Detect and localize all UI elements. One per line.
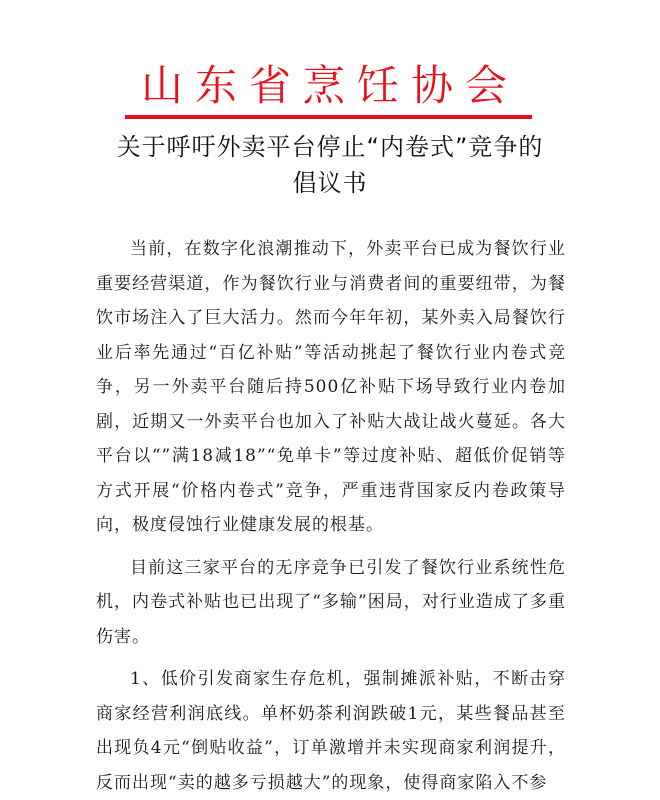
document-title-line-1: 关于呼吁外卖平台停止“内卷式”竞争的: [116, 133, 544, 161]
document-title-line-2: 倡议书: [292, 169, 368, 197]
document-body: [96, 232, 566, 800]
red-divider-line: [125, 115, 532, 119]
body-paragraph-3: 1、低价引发商家生存危机，强制摊派补贴，不断击穿商家经营利润底线。单杯奶茶利润跌破1元，某些餐品甚至出现负4元“倒贴收益”，订单激增并未实现商家利润提升，反而出现“卖的越多亏损越大”的现象，使得商家陷入不参: [96, 669, 566, 793]
body-paragraph-2: 目前这三家平台的无序竞争已引发了餐饮行业系统性危机，内卷式补贴也已出现了“多输”困局，对行业造成了多重伤害。: [96, 557, 566, 647]
body-paragraph-1: 当前，在数字化浪潮推动下，外卖平台已成为餐饮行业重要经营渠道，作为餐饮行业与消费者间的重要纽带，为餐饮市场注入了巨大活力。然而今年年初，某外卖入局餐饮行业后率先通过“百亿补贴”等活动挑起了餐饮行业内卷式竞争，另一外卖平台随后持500亿补贴下场导致行业内卷加剧，近期又一外卖平台也加入了补贴大战让战火蔓延。各大平台以“”满18减18”“免单卡”等过度补贴、超低价促销等方式开展“价格内卷式”竞争，严重违背国家反内卷政策导向，极度侵蚀行业健康发展的根基。: [96, 239, 566, 535]
organization-name: 山东省烹饪协会: [140, 61, 519, 110]
